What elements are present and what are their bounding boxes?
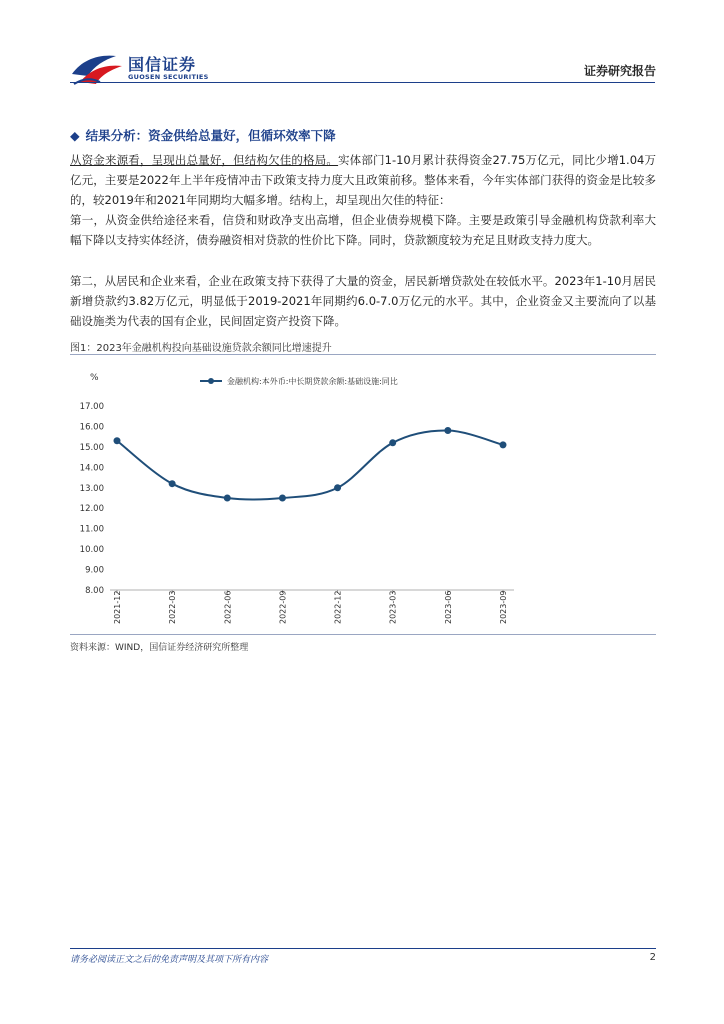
section-heading-text: 结果分析：资金供给总量好，但循环效率下降: [85, 128, 336, 143]
data-point: [389, 439, 396, 446]
x-tick-label: 2021-12: [113, 590, 122, 624]
data-point: [279, 495, 286, 502]
logo-text-en: GUOSEN SECURITIES: [128, 73, 209, 81]
footer-disclaimer: 请务必阅读正文之后的免责声明及其项下所有内容: [70, 955, 269, 965]
data-point: [169, 480, 176, 487]
y-tick-label: 17.00: [79, 402, 104, 412]
y-tick-label: 16.00: [79, 422, 104, 433]
data-point: [334, 484, 341, 491]
figure-top-rule: [70, 354, 656, 355]
logo-text-cn: 国信证券: [128, 55, 197, 74]
series-line: [117, 431, 503, 500]
chart-legend: [200, 376, 398, 386]
x-axis: [110, 590, 514, 624]
header-divider: [70, 82, 655, 83]
figure-bottom-rule: [70, 634, 656, 635]
figure-title: 图1：2023年金融机构投向基础设施贷款余额同比增速提升: [70, 343, 332, 354]
series-line-group: [114, 427, 507, 501]
x-tick-label: 2022-12: [333, 590, 343, 624]
y-tick-label: 10.00: [79, 545, 104, 556]
y-tick-label: 15.00: [79, 442, 104, 453]
diamond-bullet-icon: ◆: [70, 128, 80, 143]
data-point: [224, 495, 231, 502]
x-tick-label: 2023-03: [388, 590, 398, 624]
paragraph-household-enterprise: 第二，从居民和企业来看，企业在政策支持下获得了大量的资金，居民新增贷款处在较低水平。2023年1-10月居民新增贷款约3.82万亿元，明显低于2019-2021年同期约6.0-7.0万亿元的水平。其中，企业资金又主要流向了以基础设施类为代表的国有企业，民间固定资产投资下降。: [70, 274, 656, 328]
report-type-label: 证券研究报告: [583, 64, 656, 78]
paragraph-supply-channel: 第一，从资金供给途径来看，信贷和财政净支出高增，但企业债券规模下降。主要是政策引导金融机构贷款利率大幅下降以支持实体经济，债券融资相对贷款的性价比下降。同时，贷款额度较为充足且财政支持力度大。: [70, 213, 656, 247]
footer-divider: [70, 948, 656, 949]
page-header: [0, 0, 724, 90]
data-point: [114, 437, 121, 444]
y-tick-label: 12.00: [79, 504, 104, 515]
data-point: [500, 441, 507, 448]
y-tick-label: 8.00: [85, 586, 104, 596]
data-point: [444, 427, 451, 434]
section-heading: [70, 126, 336, 144]
infrastructure-loan-growth-chart: [70, 356, 656, 632]
y-tick-label: 13.00: [79, 483, 104, 494]
paragraph-lead-underlined: 从资金来源看，呈现出总量好，但结构欠佳的格局。: [70, 153, 339, 167]
paragraph-body: 实体部门1-10月累计获得资金27.75万亿元，同比少增1.04万亿元，主要是2022年上半年疫情冲击下政策支持力度大且政策前移。整体来看，今年实体部门获得的资金是比较多的，较2019年和2021年同期均大幅多增。结构上，却呈现出欠佳的特征：: [70, 153, 657, 207]
x-tick-label: 2022-06: [223, 590, 233, 624]
y-axis: [80, 402, 104, 596]
figure-source: 资料来源：WIND，国信证券经济研究所整理: [70, 643, 249, 653]
y-tick-label: 11.00: [79, 524, 104, 535]
x-tick-label: 2022-03: [168, 590, 178, 624]
y-tick-label: 14.00: [79, 463, 104, 474]
legend-series-label: 金融机构:本外币:中长期贷款余额:基础设施:同比: [227, 377, 398, 386]
paragraph-funding-source: [70, 150, 656, 210]
x-tick-label: 2023-09: [499, 590, 508, 624]
x-tick-label: 2023-06: [443, 590, 453, 624]
y-tick-label: 9.00: [85, 565, 104, 576]
x-tick-label: 2022-09: [278, 590, 288, 624]
y-axis-unit-label: %: [90, 373, 99, 383]
guosen-logo-icon: [70, 52, 124, 86]
page-number: 2: [649, 952, 656, 963]
